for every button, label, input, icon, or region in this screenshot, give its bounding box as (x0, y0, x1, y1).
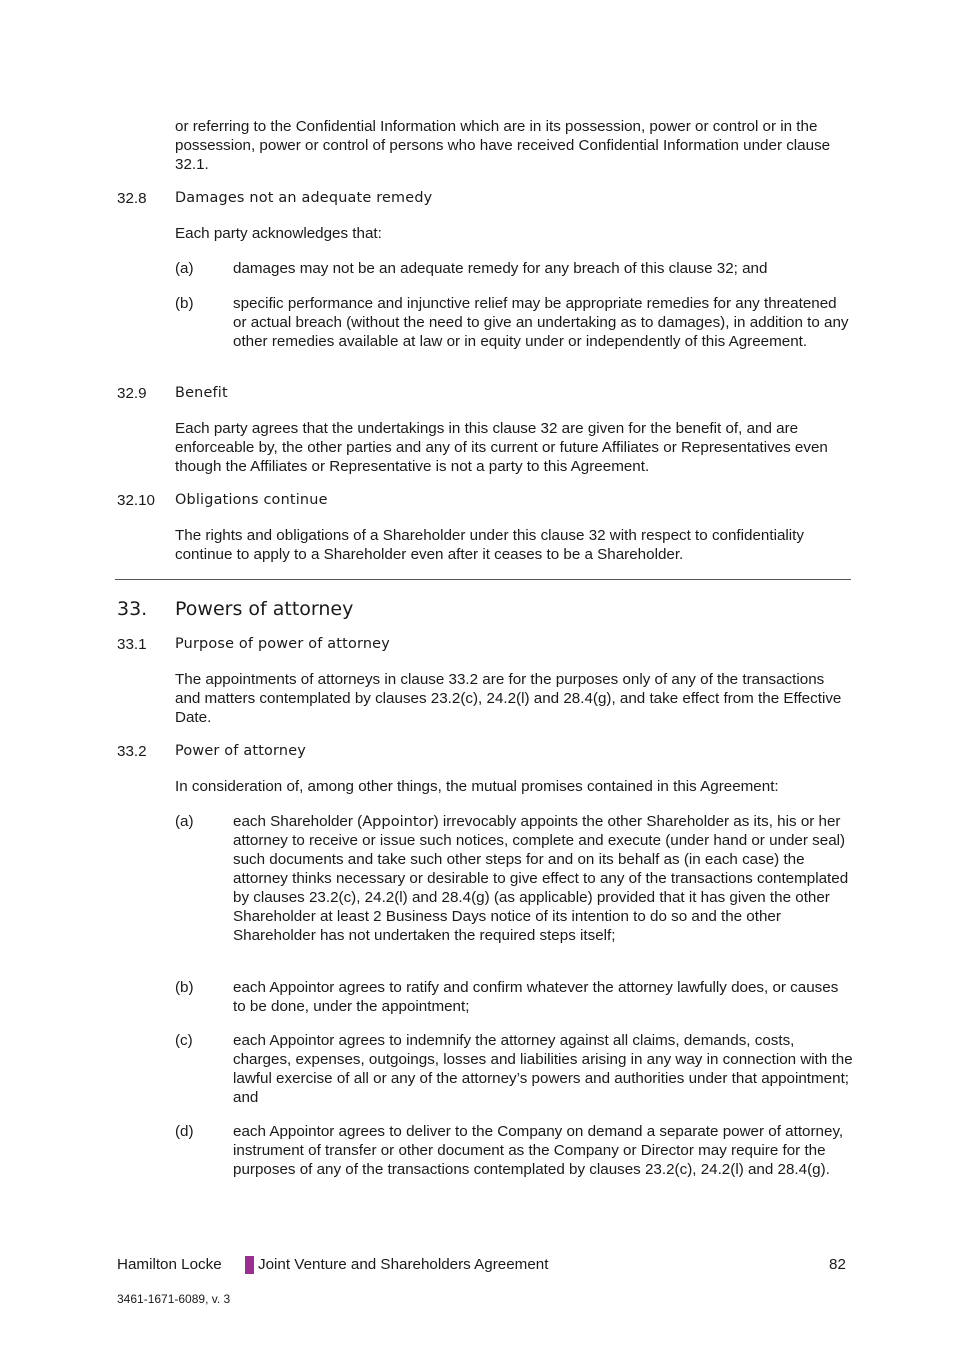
item-label: (b) (175, 979, 194, 996)
footer-firm-name: Hamilton Locke (117, 1256, 222, 1273)
clause-heading: Power of attorney (175, 743, 306, 759)
section-divider (115, 579, 851, 580)
clause-heading: Benefit (175, 385, 228, 401)
footer-document-title: Joint Venture and Shareholders Agreement (258, 1256, 549, 1273)
clause-number: 33.2 (117, 743, 147, 760)
clause-number: 32.8 (117, 190, 147, 207)
clause-text: The appointments of attorneys in clause 33.2 are for the purposes only of any of the transactions and matters contemplated by clauses 23.2(c), 24.2(l) and 28.4(g), and take effect from the Effective Date. (175, 671, 842, 726)
item-label: (a) (175, 260, 194, 277)
page-number: 82 (829, 1256, 846, 1273)
clause-lead: Each party acknowledges that: (175, 225, 382, 242)
footer-accent-bar (245, 1256, 254, 1274)
item-text: each Appointor agrees to deliver to the Company on demand a separate power of attorney, instrument of transfer or other document as the Company or Director may require for the purposes of any of the transactions contemplated by clauses 23.2(c), 24.2(l) and 28.4(g). (233, 1123, 844, 1178)
item-label: (c) (175, 1032, 193, 1049)
clause-text: Each party agrees that the undertakings in this clause 32 are given for the benefit of, and are enforceable by, the other parties and any of its current or future Affiliates or Representatives even though the Affiliates or Representative is not a party to this Agreement. (175, 420, 828, 475)
clause-heading: Purpose of power of attorney (175, 636, 390, 652)
item-text: specific performance and injunctive relief may be appropriate remedies for any threatened or actual breach (without the need to give an undertaking as to damages), in addition to any other remedies available at law or in equity under or independently of this Agreement. (233, 295, 849, 350)
clause-number: 32.9 (117, 385, 147, 402)
defined-term: Appointor (362, 813, 434, 830)
item-text: each Appointor agrees to indemnify the attorney against all claims, demands, costs, charges, expenses, outgoings, losses and liabilities arising in any way in connection with the lawful exercise of all or any of the attorney’s powers and authorities under that appointment; and (233, 1032, 853, 1106)
item-text-rest: ) irrevocably appoints the other Shareholder as its, his or her attorney to receive or issue such notices, complete and execute (under hand or under seal) such documents and take such other steps for and on its behalf as (in each case) the attorney thinks necessary or desirable to give effect to any of the transactions contemplated by clauses 23.2(c), 24.2(l) and 28.4(g) (as applicable) provided that it has given the other Shareholder at least 2 Business Days notice of its intention to do so and the other Shareholder has not undertaken the required steps itself; (233, 813, 849, 944)
section-number: 33. (117, 598, 148, 620)
item-label: (b) (175, 295, 194, 312)
clause-heading: Obligations continue (175, 492, 328, 508)
intro-paragraph: or referring to the Confidential Information which are in its possession, power or control or in the possession, power or control of persons who have received Confidential Information under clause 32.1. (175, 118, 831, 173)
item-text: damages may not be an adequate remedy for any breach of this clause 32; and (233, 260, 768, 277)
clause-heading: Damages not an adequate remedy (175, 190, 433, 206)
item-text-start: each Shareholder ( (233, 813, 363, 830)
clause-number: 32.10 (117, 492, 156, 509)
clause-number: 33.1 (117, 636, 147, 653)
item-text: each Appointor agrees to ratify and confirm whatever the attorney lawfully does, or causes to be done, under the appointment; (233, 979, 839, 1015)
clause-lead: In consideration of, among other things, the mutual promises contained in this Agreement: (175, 778, 779, 795)
item-text (233, 812, 853, 945)
item-label: (d) (175, 1123, 194, 1140)
clause-text: The rights and obligations of a Shareholder under this clause 32 with respect to confidentiality continue to apply to a Shareholder even after it ceases to be a Shareholder. (175, 527, 804, 563)
document-id: 3461-1671-6089, v. 3 (117, 1292, 231, 1306)
section-heading: Powers of attorney (175, 598, 354, 620)
item-label: (a) (175, 813, 194, 830)
